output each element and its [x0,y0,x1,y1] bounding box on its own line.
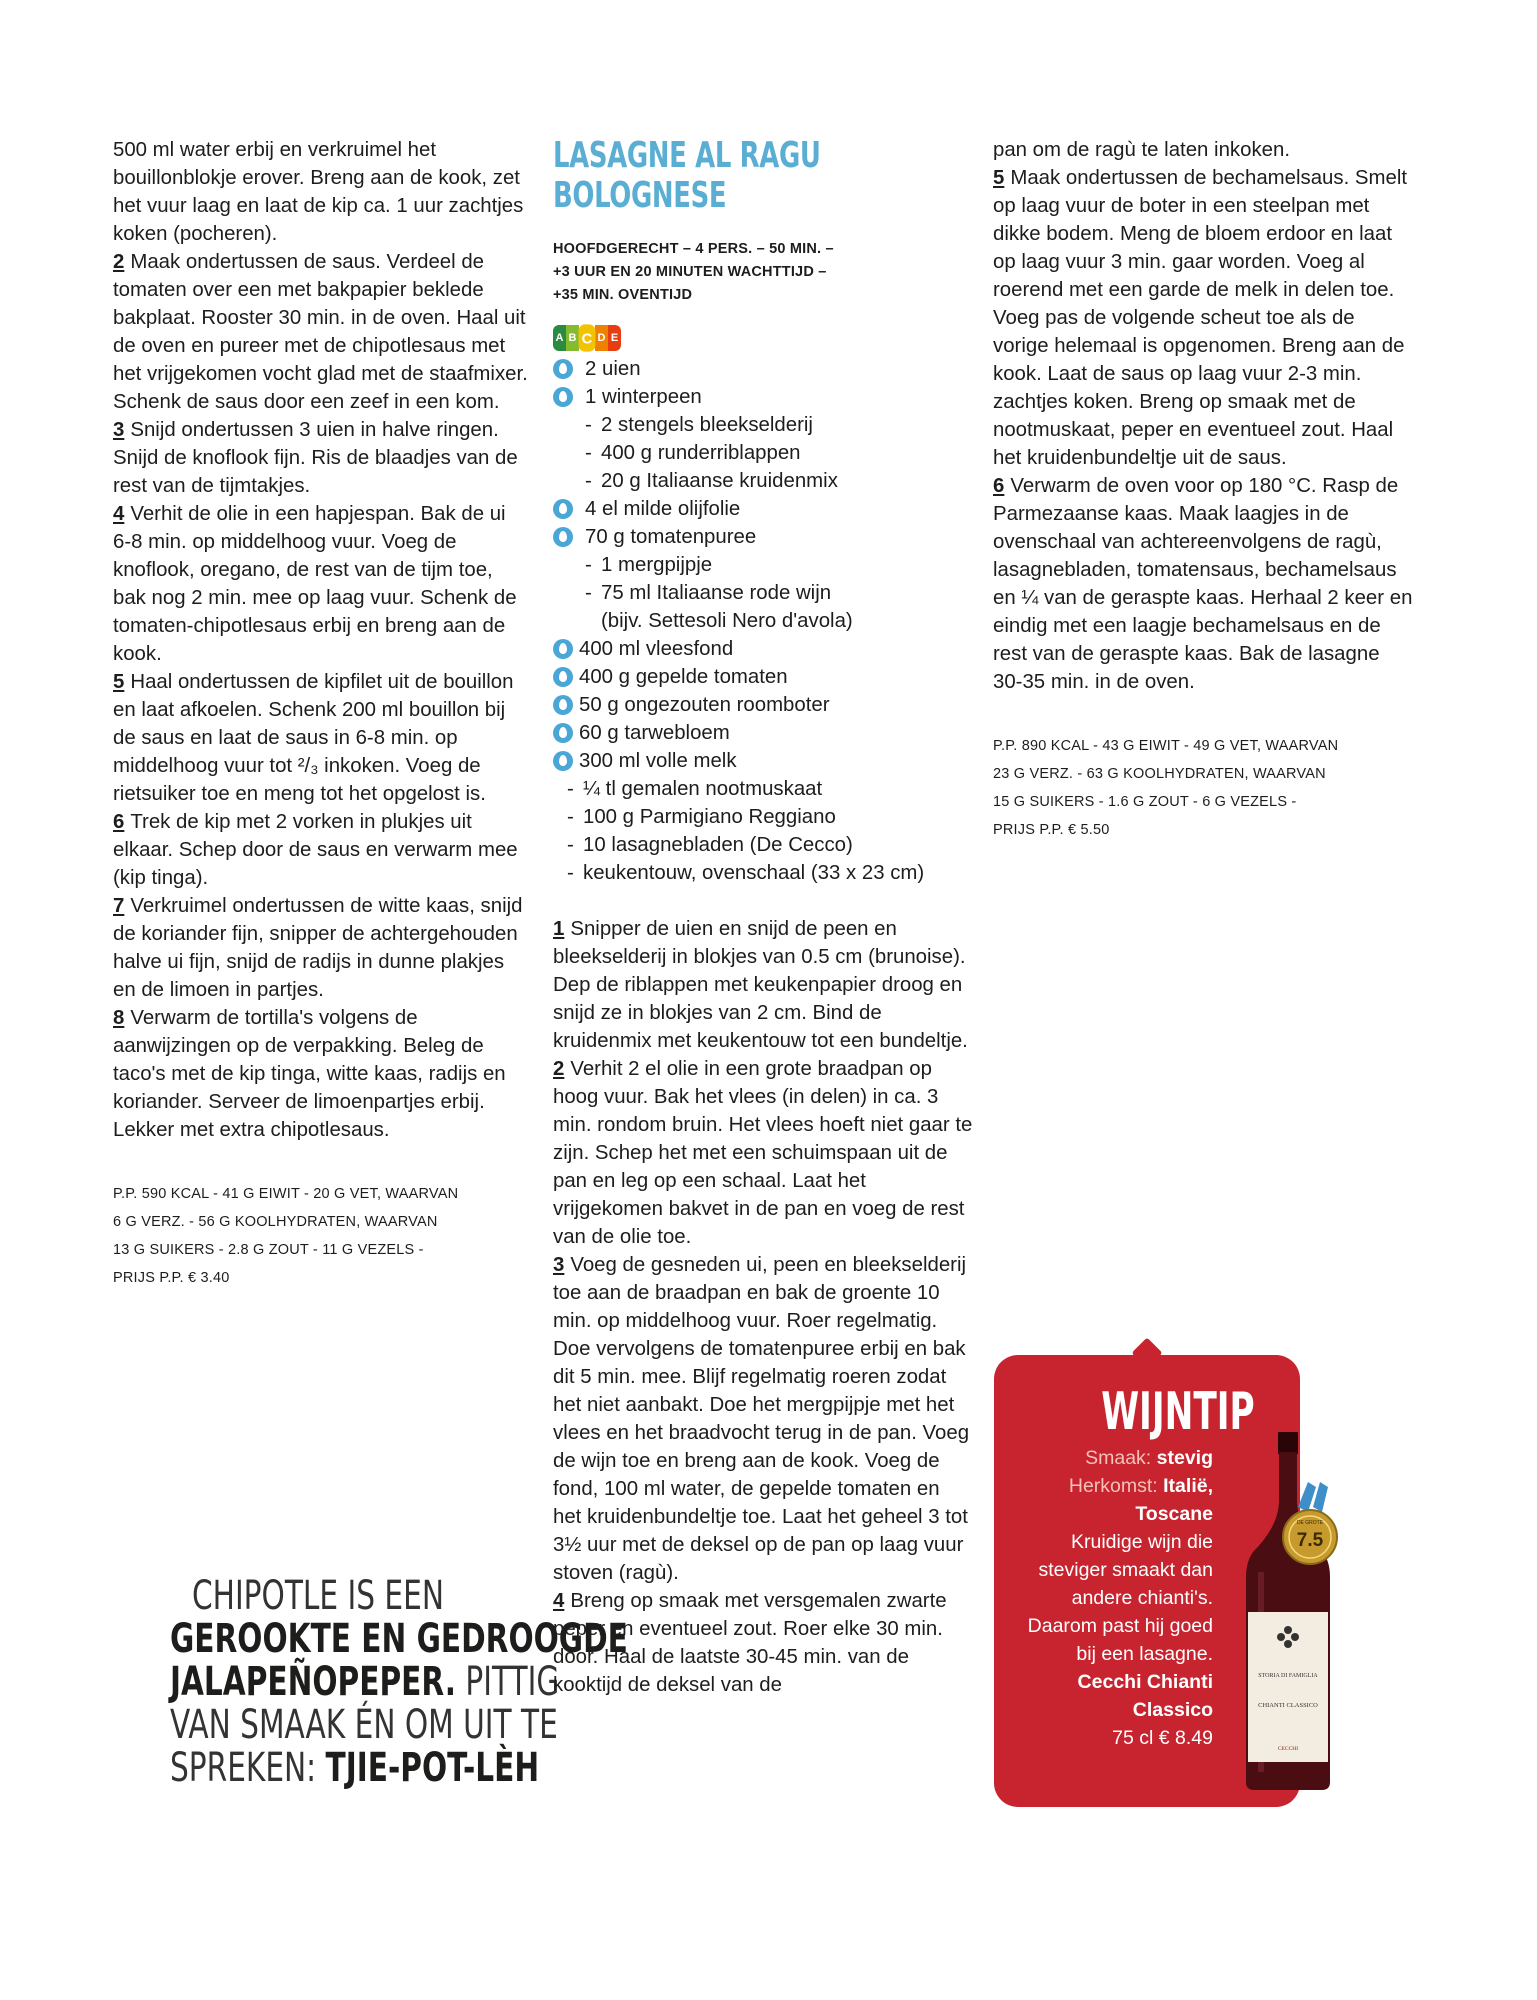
ingredient-text: keukentouw, ovenschaal (33 x 23 cm) [583,862,925,884]
medal-label: DE GROTE [1296,1520,1324,1526]
pull-quote-line [170,1745,540,1791]
wine-taste-value: stevig [1156,1447,1213,1469]
intro-paragraph: 500 ml water erbij en verkruimel het bouillonblokje erover. Breng aan de kook, zet het vuur laag en laat de kip ca. 1 uur zachtjes koken (pocheren). [113,139,524,245]
dash-bullet-icon: - [585,582,592,604]
nutrition-line: 13 G SUIKERS - 2.8 G ZOUT - 11 G VEZELS - [113,1242,424,1258]
allergen-drop-icon [553,499,573,519]
allergen-drop-icon [553,527,573,547]
step-number: 2 [113,251,125,273]
recipe-meta-line: HOOFDGERECHT – 4 PERS. – 50 MIN. – [553,241,834,257]
nutri-score-letter: D [595,325,608,351]
nutrition-line: 6 G VERZ. - 56 G KOOLHYDRATEN, WAARVAN [113,1214,438,1230]
ingredient-item [553,439,973,467]
column-right [993,136,1413,844]
bottle-capsule [1278,1432,1298,1454]
pull-quote-bold: JALAPEÑOPEPER. [170,1659,456,1705]
ingredient-item [553,467,973,495]
step-text: Maak ondertussen de bechamelsaus. Smelt op laag vuur de boter in een steelpan met dikke bodem. Meng de bloem erdoor en laat op laag vuur 3 min. gaar worden. Voeg al roerend met een garde de melk in delen toe. Voeg pas de volgende scheut toe als de vorige helemaal is opgenomen. Breng aan de kook. Laat de saus op laag vuur 2-3 min. zachtjes koken. Breng op smaak met de nootmuskaat, peper en eventueel zout. Haal het kruidenbundeltje uit de saus. [993,167,1408,469]
wine-origin [1005,1472,1213,1528]
ingredient-item [553,747,973,775]
ingredient-item [553,803,973,831]
step-text: Verhit de olie in een hapjespan. Bak de ui 6-8 min. op middelhoog vuur. Voeg de knoflook, oregano, de rest van de tijm toe, bak nog 2 min. mee op laag vuur. Schenk de tomaten-chipotlesaus erbij en breng aan de kook. [113,503,517,665]
dash-bullet-icon: - [585,414,592,436]
wine-tip-text [1005,1444,1213,1752]
dash-bullet-icon: - [585,554,592,576]
nutri-score-letter: B [566,325,579,351]
step-text: Verwarm de oven voor op 180 °C. Rasp de Parmezaanse kaas. Maak laagjes in de ovenschaal van achtereenvolgens de ragù, lasagnebladen, tomatensaus, bechamelsaus en ¼ van de geraspte kaas. Herhaal 2 keer en eindig met een laagje bechamelsaus en de rest van de geraspte kaas. Bak de lasagne 30-35 min. in de oven. [993,475,1413,693]
ingredient-text: 1 mergpijpje [601,554,713,576]
step-number: 6 [113,811,125,833]
recipe-step [553,1251,973,1587]
nutrition-line: 23 G VERZ. - 63 G KOOLHYDRATEN, WAARVAN [993,766,1326,782]
recipe-meta-line: +3 UUR EN 20 MINUTEN WACHTTIJD – [553,264,827,280]
step-number: 1 [553,918,565,940]
ingredient-text: 10 lasagnebladen (De Cecco) [583,834,853,856]
step-text: Snipper de uien en snijd de peen en bleekselderij in blokjes van 0.5 cm (brunoise). Dep de riblappen met keukenpapier droog en snijd ze in blokjes van 2 cm. Bind de kruidenmix met keukentouw tot een bundeltje. [553,918,968,1052]
ingredient-item [553,719,973,747]
recipe-title [553,136,855,216]
allergen-drop-icon [553,723,573,743]
ingredient-item [553,831,973,859]
ingredient-item [553,579,973,607]
allergen-drop-icon [553,695,573,715]
pull-quote-bold: TJIE-POT-LÈH [325,1745,540,1791]
step-number: 7 [113,895,125,917]
nutrition-line: PRIJS P.P. € 3.40 [113,1270,230,1286]
dash-bullet-icon: - [567,834,574,856]
nutrition-line: 15 G SUIKERS - 1.6 G ZOUT - 6 G VEZELS - [993,794,1297,810]
ingredient-item [553,635,973,663]
ingredient-text: 75 ml Italiaanse rode wijn [601,582,832,604]
nutrition-line: PRIJS P.P. € 5.50 [993,822,1110,838]
ingredient-item [553,551,973,579]
dash-bullet-icon: - [585,470,592,492]
nutri-score-badge [553,325,973,351]
medal-ribbon [1298,1482,1316,1512]
ingredient-item [553,859,973,887]
step-text: Trek de kip met 2 vorken in plukjes uit elkaar. Schep door de saus en verwarm mee (kip tinga). [113,811,518,889]
ingredient-item [553,663,973,691]
ingredient-list [553,355,973,887]
recipe-step [113,892,528,1004]
step-text: Breng op smaak met versgemalen zwarte peper en eventueel zout. Roer elke 30 min. door. Haal de laatste 30-45 min. van de kooktijd de deksel van de [553,1590,947,1696]
dash-bullet-icon: - [567,862,574,884]
pull-quote [118,1573,628,1791]
step-number: 5 [993,167,1005,189]
ingredient-item [553,495,973,523]
pull-quote-light: PITTIG [455,1659,560,1705]
ingredient-item [553,775,973,803]
recipe-step [993,164,1413,472]
step-text: Verhit 2 el olie in een grote braadpan op hoog vuur. Bak het vlees (in delen) in ca. 3 min. rondom bruin. Het vlees hoeft niet gaar te zijn. Schep het met een schuimspaan uit de pan en leg op een schaal. Laat het vrijgekomen bakvet in de pan en voeg de rest van de olie toe. [553,1058,973,1248]
ingredient-text: 20 g Italiaanse kruidenmix [601,470,838,492]
step-number: 6 [993,475,1005,497]
nutrition-info [993,732,1413,844]
ingredient-text: 2 uien [585,358,641,380]
ingredient-item [553,607,973,635]
nutrition-line: P.P. 590 KCAL - 41 G EIWIT - 20 G VET, WAARVAN [113,1186,459,1202]
nutrition-line: P.P. 890 KCAL - 43 G EIWIT - 49 G VET, WAARVAN [993,738,1339,754]
wine-tip-title: WIJNTIP [1101,1382,1255,1442]
ingredient-item [553,523,973,551]
step-number: 5 [113,671,125,693]
column-left [113,136,528,1292]
pull-quote-line: VAN SMAAK ÉN OM UIT TE [170,1702,558,1748]
step-text: Snijd ondertussen 3 uien in halve ringen. Snijd de knoflook fijn. Ris de blaadjes van de rest van de tijmtakjes. [113,419,518,497]
allergen-drop-icon [553,359,573,379]
column-middle [553,136,973,1699]
step-list [993,164,1413,696]
medal-score: 7.5 [1296,1530,1324,1551]
ingredient-text: 400 g runderriblappen [601,442,801,464]
pull-quote-line: CHIPOTLE IS EEN [192,1573,444,1619]
ingredient-item [553,411,973,439]
ingredient-item [553,383,973,411]
nutri-score-letter: A [553,325,566,351]
step-number: 4 [553,1590,565,1612]
allergen-drop-icon [553,387,573,407]
wine-taste-label: Smaak: [1085,1447,1157,1469]
ingredient-text: ¼ tl gemalen nootmuskaat [583,778,823,800]
continued-paragraph: pan om de ragù te laten inkoken. [993,139,1290,161]
step-list [553,915,973,1699]
ingredient-text: 400 ml vleesfond [579,638,734,660]
wine-taste [1005,1444,1213,1472]
dash-bullet-icon: - [567,778,574,800]
nutrition-info [113,1180,528,1292]
wine-description: Kruidige wijn die steviger smaakt dan andere chianti's. Daarom past hij goed bij een lasagne. [1027,1531,1213,1665]
label-text: CECCHI [1277,1746,1299,1752]
ingredient-item [553,355,973,383]
ingredient-text: 60 g tarwebloem [579,722,730,744]
ingredient-text: 400 g gepelde tomaten [579,666,788,688]
pull-quote-line [170,1659,560,1705]
recipe-step [113,500,528,668]
recipe-step [113,248,528,416]
step-text: Verwarm de tortilla's volgens de aanwijzingen op de verpakking. Beleg de taco's met de kip tinga, witte kaas, radijs en koriander. Serveer de limoenpartjes erbij. Lekker met extra chipotlesaus. [113,1007,506,1141]
ingredient-text: 1 winterpeen [585,386,702,408]
ingredient-text: 300 ml volle melk [579,750,737,772]
ingredient-item [553,691,973,719]
step-number: 3 [553,1254,565,1276]
bottle-label [1248,1612,1328,1762]
recipe-title-line: LASAGNE AL RAGU [553,135,821,176]
step-list [113,248,528,1144]
dash-bullet-icon: - [567,806,574,828]
pull-quote-light: SPREKEN: [170,1745,326,1791]
step-number: 2 [553,1058,565,1080]
allergen-drop-icon [553,639,573,659]
recipe-meta-line: +35 MIN. OVENTIJD [553,287,693,303]
recipe-step [553,1587,973,1699]
step-number: 3 [113,419,125,441]
recipe-step [113,416,528,500]
recipe-step [113,668,528,808]
label-text: STORIA DI FAMIGLIA [1258,1673,1318,1679]
step-number: 4 [113,503,125,525]
dash-bullet-icon: - [585,442,592,464]
recipe-step [113,1004,528,1144]
wine-origin-label: Herkomst: [1068,1475,1164,1497]
step-number: 8 [113,1007,125,1029]
wine-bottle-image [1238,1432,1338,1792]
ingredient-text: 70 g tomatenpuree [585,526,757,548]
wine-origin-value: Italië, Toscane [1135,1475,1213,1525]
ingredient-text: 2 stengels bleekselderij [601,414,813,436]
wine-price: 75 cl € 8.49 [1112,1727,1213,1749]
ingredient-text: 50 g ongezouten roomboter [579,694,830,716]
ingredient-text: (bijv. Settesoli Nero d'avola) [601,610,853,632]
allergen-drop-icon [553,667,573,687]
step-text: Maak ondertussen de saus. Verdeel de tomaten over een met bakpapier beklede bakplaat. Rooster 30 min. in de oven. Haal uit de oven en pureer met de chipotlesaus met het vrijgekomen vocht glad met de staafmixer. Schenk de saus door een zeef in een kom. [113,251,528,413]
allergen-drop-icon [553,751,573,771]
recipe-step [553,1055,973,1251]
recipe-step [993,472,1413,696]
wine-name: Cecchi Chianti Classico [1077,1671,1213,1721]
nutri-score-letter: E [608,325,621,351]
step-text: Haal ondertussen de kipfilet uit de bouillon en laat afkoelen. Schenk 200 ml bouillon bij de saus en laat de saus in 6-8 min. op middelhoog vuur tot ²/₃ inkoken. Voeg de rietsuiker toe en meng tot het opgelost is. [113,671,514,805]
step-text: Voeg de gesneden ui, peen en bleekselderij toe aan de braadpan en bak de groente 10 min. op middelhoog vuur. Roer regelmatig. Doe vervolgens de tomatenpuree erbij en bak dit 5 min. mee. Blijf regelmatig roeren zodat het niet aanbakt. Doe het mergpijpje met het vlees en het braadvocht terug in de pan. Voeg de wijn toe en breng aan de kook. Voeg de fond, 100 ml water, de gepelde tomaten en het kruidenbundeltje toe. Laat het geheel 3 tot 3½ uur met de deksel op de pan op laag vuur stoven (ragù). [553,1254,970,1584]
label-text: CHIANTI CLASSICO [1258,1702,1318,1709]
pull-quote-line: GEROOKTE EN GEDROOGDE [170,1616,628,1662]
recipe-step [553,915,973,1055]
recipe-step [113,808,528,892]
recipe-title-line: BOLOGNESE [553,175,727,216]
ingredient-text: 4 el milde olijfolie [585,498,741,520]
recipe-meta [553,238,973,307]
step-text: Verkruimel ondertussen de witte kaas, snijd de koriander fijn, snipper de achtergehouden halve ui fijn, snijd de radijs in dunne plakjes en de limoen in partjes. [113,895,523,1001]
ingredient-text: 100 g Parmigiano Reggiano [583,806,836,828]
nutri-score-letter: C [579,324,596,351]
